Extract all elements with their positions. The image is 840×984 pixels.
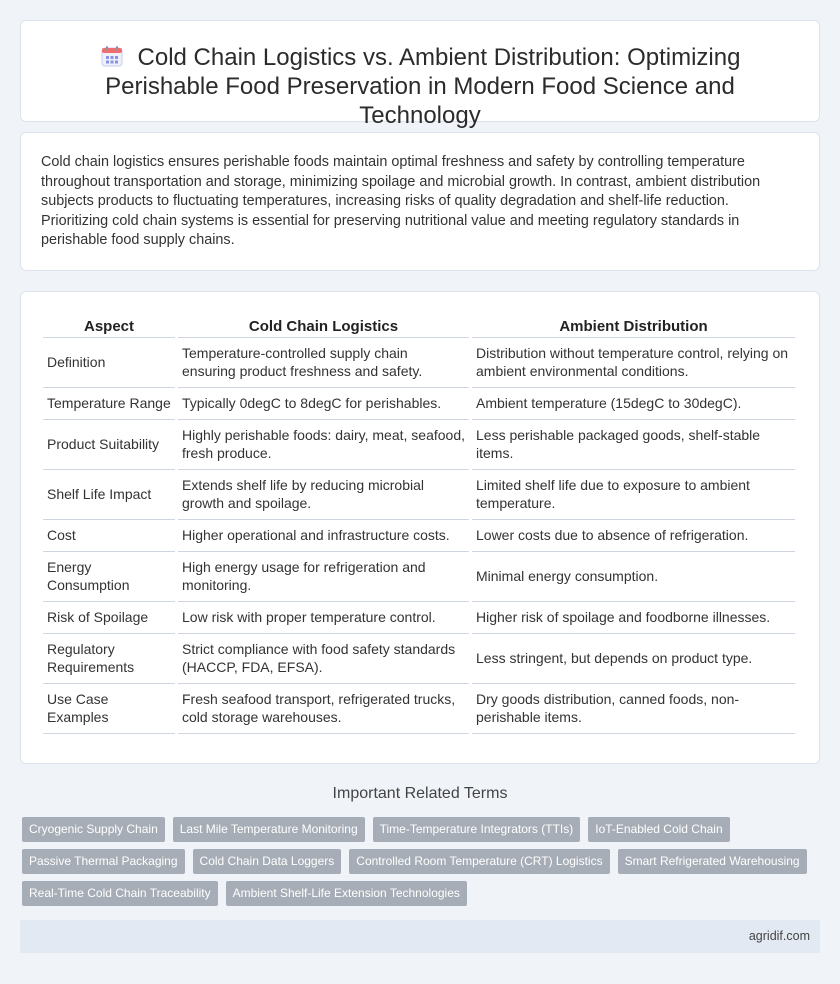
intro-card [20,132,820,271]
footer [20,920,820,953]
row-aspect: Regulatory Requirements [43,634,175,684]
related-term-tag[interactable]: Ambient Shelf-Life Extension Technologies [226,881,467,906]
row-cold-chain: High energy usage for refrigeration and monitoring. [178,552,469,602]
related-terms-list [22,817,822,913]
table-row [43,388,795,420]
row-ambient: Minimal energy consumption. [472,552,795,602]
row-ambient: Dry goods distribution, canned foods, non-perishable items. [472,684,795,734]
table-row [43,552,795,602]
related-term-tag[interactable]: Real-Time Cold Chain Traceability [22,881,218,906]
row-cold-chain: Low risk with proper temperature control. [178,602,469,634]
table-row [43,420,795,470]
related-term-tag[interactable]: Smart Refrigerated Warehousing [618,849,807,874]
row-ambient: Less stringent, but depends on product type. [472,634,795,684]
row-aspect: Energy Consumption [43,552,175,602]
related-term-tag[interactable]: Passive Thermal Packaging [22,849,185,874]
comparison-table [40,312,798,734]
table-row [43,684,795,734]
row-ambient: Less perishable packaged goods, shelf-stable items. [472,420,795,470]
table-row [43,634,795,684]
row-aspect: Risk of Spoilage [43,602,175,634]
related-term-tag[interactable]: Cryogenic Supply Chain [22,817,165,842]
row-cold-chain: Extends shelf life by reducing microbial growth and spoilage. [178,470,469,520]
header-cold-chain: Cold Chain Logistics [178,312,469,338]
row-cold-chain: Fresh seafood transport, refrigerated trucks, cold storage warehouses. [178,684,469,734]
row-aspect: Shelf Life Impact [43,470,175,520]
table-row [43,602,795,634]
row-ambient: Limited shelf life due to exposure to ambient temperature. [472,470,795,520]
title-card [20,20,820,129]
row-aspect: Use Case Examples [43,684,175,734]
related-term-tag[interactable]: Cold Chain Data Loggers [193,849,342,874]
row-cold-chain: Higher operational and infrastructure costs. [178,520,469,552]
intro-paragraph: Cold chain logistics ensures perishable foods maintain optimal freshness and safety by controlling temperature throughout transportation and storage, minimizing spoilage and microbial growth. In contrast, ambient distribution subjects products to fluctuating temperatures, increasing risks of quality degradation and shelf-life reduction. Prioritizing cold chain systems is essential for preserving nutritional value and meeting regulatory standards in perishable food supply chains. [41,154,761,249]
row-ambient: Ambient temperature (15degC to 30degC). [472,388,795,420]
related-term-tag[interactable]: Time-Temperature Integrators (TTIs) [373,817,581,842]
row-aspect: Definition [43,338,175,388]
page-title [51,43,789,130]
row-ambient: Lower costs due to absence of refrigeration. [472,520,795,552]
row-cold-chain: Strict compliance with food safety standards (HACCP, FDA, EFSA). [178,634,469,684]
calendar-icon [100,44,124,68]
row-cold-chain: Typically 0degC to 8degC for perishables. [178,388,469,420]
related-terms-heading: Important Related Terms [332,785,508,802]
footer-site-link[interactable]: agridif.com [748,929,810,943]
header-ambient: Ambient Distribution [472,312,795,338]
page-title-text: Cold Chain Logistics vs. Ambient Distribution: Optimizing Perishable Food Preservation in Modern Food Science and Technology [105,44,741,129]
table-header-row [43,312,795,338]
row-ambient: Higher risk of spoilage and foodborne illnesses. [472,602,795,634]
row-cold-chain: Temperature-controlled supply chain ensuring product freshness and safety. [178,338,469,388]
comparison-card [20,291,820,764]
table-row [43,520,795,552]
related-term-tag[interactable]: Last Mile Temperature Monitoring [173,817,365,842]
table-row [43,470,795,520]
row-aspect: Product Suitability [43,420,175,470]
row-aspect: Cost [43,520,175,552]
row-aspect: Temperature Range [43,388,175,420]
header-aspect: Aspect [43,312,175,338]
row-ambient: Distribution without temperature control, relying on ambient environmental conditions. [472,338,795,388]
related-term-tag[interactable]: IoT-Enabled Cold Chain [588,817,729,842]
table-row [43,338,795,388]
related-term-tag[interactable]: Controlled Room Temperature (CRT) Logistics [349,849,609,874]
row-cold-chain: Highly perishable foods: dairy, meat, seafood, fresh produce. [178,420,469,470]
